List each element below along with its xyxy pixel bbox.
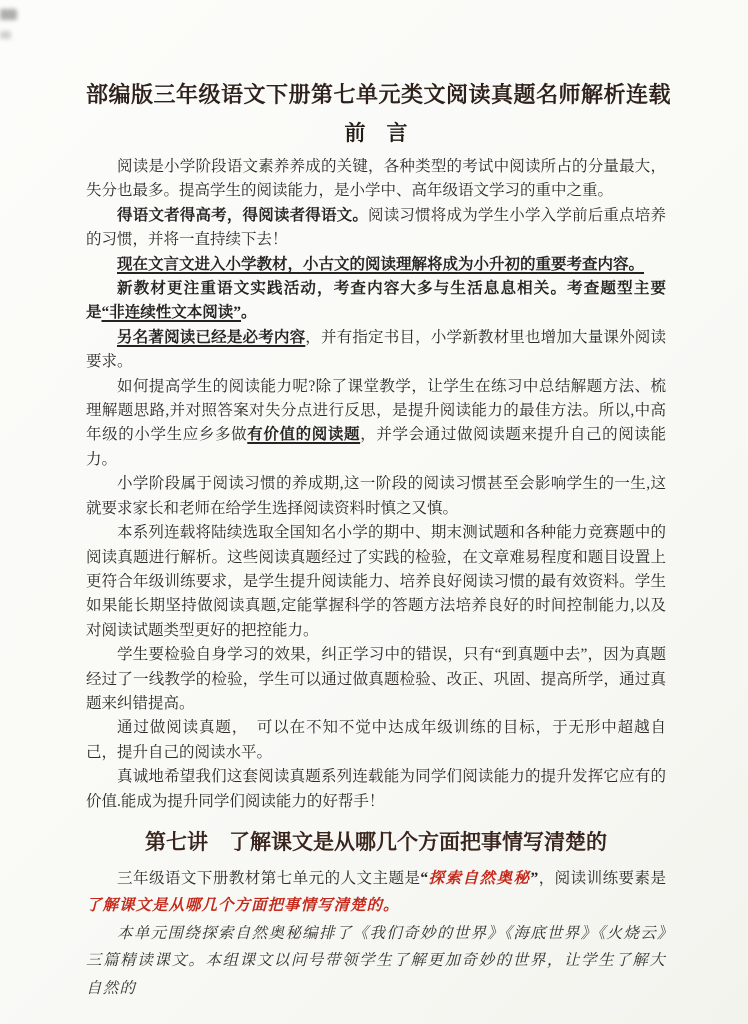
paragraph [86, 865, 666, 920]
text-run: “非连续性文本阅读” [101, 304, 242, 322]
text-run: ，阅读训练要素是 [538, 869, 666, 887]
paragraph [86, 521, 666, 643]
text-run: 本系列连载将陆续选取全国知名小学的期中、期末测试题和各种能力竞赛题中的阅读真题进行解析。这些阅读真题经过了实践的检验，在文章难易程度和题目设置上更符合年级训练要求，是学生提升阅读能力、培养良好阅读习惯的最有效资料。学生如果能长期坚持做阅读真题,定能掌握科学的答题方法培养良好的时间控制能力,以及对阅读试题类型更好的把控能力。 [86, 524, 666, 639]
text-run: 现在文言文进入小学教材，小古文的阅读理解将成为小升初的重要考查内容。 [117, 255, 645, 273]
text-run: 如何提高学生的阅读能力呢?除了课堂教学，让学生在练习中总结解题方法、梳理解题思路,并对照答案对失分点进行反思，是提升阅读能力的最佳方法。所以,中高年级的小学生应乡多做 [86, 377, 666, 444]
paragraph [86, 643, 666, 716]
paragraph [86, 716, 666, 765]
section-body [86, 865, 666, 1003]
preface-heading: 前 言 [344, 121, 408, 145]
scan-artifact [0, 31, 11, 39]
text-run: 本单元围绕探索自然奥秘编排了《我们奇妙的世界》《海底世界》《火烧云》三篇精读课文。本组课文以问号带领学生了解更加奇妙的世界，让学生了解大自然的 [86, 924, 666, 997]
text-run: “ [420, 869, 429, 887]
paragraph [86, 277, 666, 326]
text-run: 阅读习惯将成为学生小学入学前后重点培养的习惯，并将一直持续下去！ [86, 206, 666, 249]
paragraph [86, 472, 666, 521]
paragraph [86, 765, 666, 814]
section-heading: 第七讲 了解课文是从哪几个方面把事情写清楚的 [145, 829, 607, 854]
text-run: 新教材更注重语文实践活动，考查内容大多与生活息息相关。考查题型主要是 [86, 280, 666, 322]
text-run: ” [530, 869, 539, 887]
paragraph [86, 155, 666, 204]
text-run: 了解课文是从哪几个方面把事情写清楚的。 [86, 897, 400, 915]
paragraph [86, 204, 666, 253]
text-run: ，并学会通过做阅读题来提升自己的阅读能力。 [86, 426, 666, 468]
text-run: 小学阶段属于阅读习惯的养成期,这一阶段的阅读习惯甚至会影响学生的一生,这就要求家长和老师在给学生选择阅读资料时慎之又慎。 [86, 475, 666, 517]
paragraph [86, 326, 666, 375]
paragraph [86, 253, 666, 277]
text-run: ，并有指定书目，小学新教材里也增加大量课外阅读要求。 [86, 328, 666, 371]
text-run: 学生要检验自身学习的效果，纠正学习中的错误，只有“到真题中去”，因为真题经过了一线教学的检验，学生可以通过做真题检验、改正、巩固、提高所学，通过真题来纠错提高。 [86, 646, 666, 712]
text-run: 有价值的阅读题 [247, 426, 361, 444]
preface-body [86, 155, 666, 814]
text-run: 探索自然奥秘 [428, 869, 531, 887]
text-run: 真诚地希望我们这套阅读真题系列连载能为同学们阅读能力的提升发挥它应有的价值.能成为提升同学们阅读能力的好帮手！ [86, 768, 666, 810]
text-run: 得语文者得高考，得阅读者得语文。 [117, 206, 369, 224]
document-title: 部编版三年级语文下册第七单元类文阅读真题名师解析连载 [86, 82, 672, 107]
text-run: 阅读是小学阶段语文素养养成的关键，各种类型的考试中阅读所占的分量最大，失分也最多。提高学生的阅读能力，是小学中、高年级语文学习的重中之重。 [86, 158, 666, 200]
scan-artifact [0, 9, 17, 20]
text-run: 三年级语文下册教材第七单元的人文主题是 [117, 869, 421, 887]
paragraph [86, 375, 666, 473]
text-run: 。 [241, 304, 257, 322]
text-run: 通过做阅读真题， 可以在不知不觉中达成年级训练的目标，于无形中超越自己，提升自己的阅读水平。 [86, 719, 666, 761]
paragraph [86, 920, 666, 1003]
text-run: 另名著阅读已经是必考内容 [117, 328, 306, 346]
